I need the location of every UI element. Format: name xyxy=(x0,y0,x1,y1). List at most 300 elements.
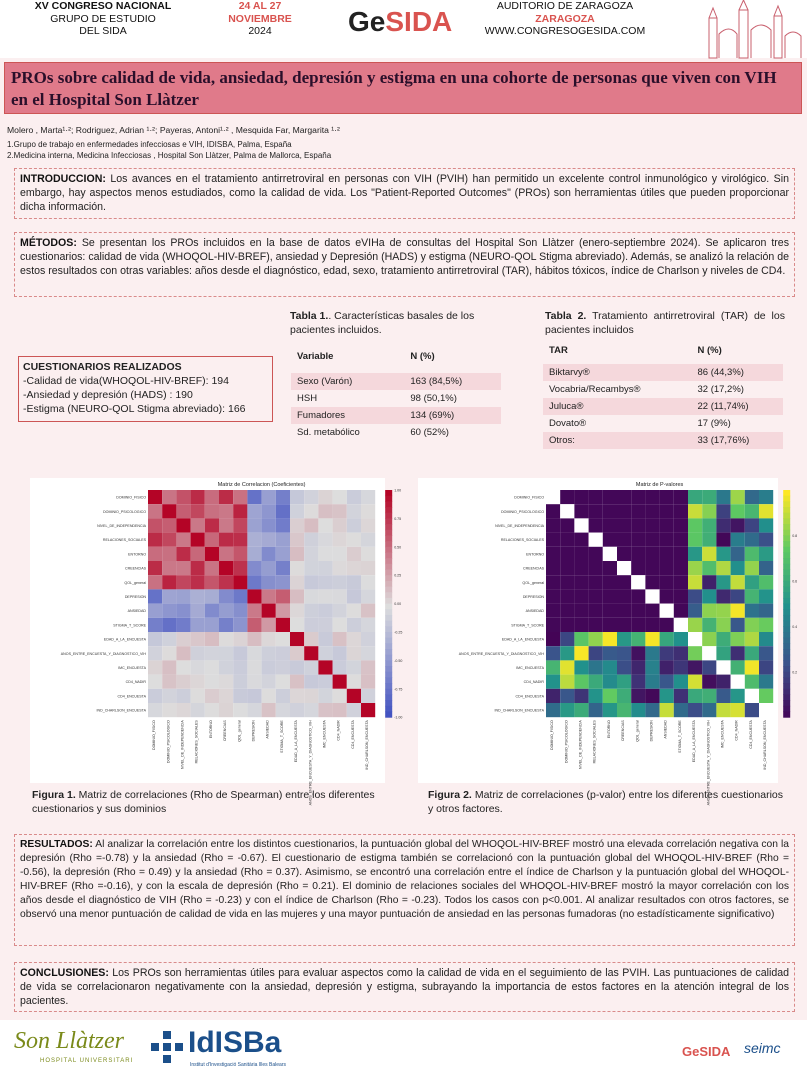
heatmap-cell xyxy=(176,646,190,660)
heatmap-col-label: ANSIEDAD xyxy=(265,720,270,739)
heatmap-col-label: ANOS_ENTRE_ENCUESTA_Y_DIAGNOSTICO_VIH xyxy=(308,720,313,806)
colorbar-segment xyxy=(783,541,790,547)
heatmap-cell xyxy=(560,604,574,618)
heatmap-cell xyxy=(674,504,688,518)
heatmap-cell xyxy=(347,533,361,547)
colorbar-tick-label: -0.75 xyxy=(394,687,403,692)
heatmap-cell xyxy=(262,575,276,589)
table2-caption: Tabla 2. Tratamiento antirretroviral (TAR) de los pacientes incluidos xyxy=(545,310,785,336)
heatmap-cell xyxy=(688,575,702,589)
heatmap-cell xyxy=(247,660,261,674)
heatmap-col-label: IMC_ENCUESTA xyxy=(322,720,327,749)
heatmap-cell xyxy=(318,703,332,717)
heatmap-cell xyxy=(603,490,617,504)
colorbar-segment xyxy=(385,655,392,661)
heatmap-cell xyxy=(560,646,574,660)
heatmap-cell xyxy=(688,689,702,703)
heatmap-cell xyxy=(361,561,375,575)
heatmap-col-label: IMC_ENCUESTA xyxy=(720,720,725,749)
heatmap-cell xyxy=(560,504,574,518)
heatmap-cell xyxy=(716,561,730,575)
heatmap-cell xyxy=(702,618,716,632)
heatmap-cell xyxy=(603,675,617,689)
heatmap-cell xyxy=(560,689,574,703)
heatmap-col-label: DOMINIO_FISICO xyxy=(152,720,157,750)
heatmap-cell xyxy=(688,632,702,646)
heatmap-cell xyxy=(162,518,176,532)
heatmap-cell xyxy=(759,504,773,518)
heatmap-cell xyxy=(617,604,631,618)
heatmap-cell xyxy=(574,689,588,703)
heatmap-cell xyxy=(219,703,233,717)
heatmap-cell xyxy=(560,589,574,603)
heatmap-cell xyxy=(219,632,233,646)
heatmap-cell xyxy=(176,504,190,518)
heatmap-cell xyxy=(674,703,688,717)
heatmap-cell xyxy=(219,646,233,660)
heatmap-cell xyxy=(176,660,190,674)
heatmap-cell xyxy=(660,561,674,575)
heatmap-cell xyxy=(347,675,361,689)
heatmap-cell xyxy=(574,533,588,547)
heatmap-cell xyxy=(631,575,645,589)
congress-dates: 24 AL 27 NOVIEMBRE 2024 xyxy=(228,0,292,37)
heatmap-cell xyxy=(148,675,162,689)
heatmap-cell xyxy=(304,703,318,717)
heatmap-cell xyxy=(589,660,603,674)
heatmap-cell xyxy=(318,547,332,561)
heatmap-cell xyxy=(219,618,233,632)
heatmap-cell xyxy=(290,703,304,717)
heatmap-cell xyxy=(290,561,304,575)
heatmap-cell xyxy=(148,518,162,532)
heatmap-row-label: ANOS_ENTRE_ENCUESTA_Y_DIAGNOSTICO_VIH xyxy=(458,651,544,656)
heatmap-cell xyxy=(560,547,574,561)
colorbar-segment xyxy=(783,587,790,593)
heatmap-cell xyxy=(205,646,219,660)
colorbar-segment xyxy=(385,490,392,496)
heatmap-cell xyxy=(247,675,261,689)
heatmap-cell xyxy=(546,547,560,561)
heatmap-cell xyxy=(318,490,332,504)
heatmap-cell xyxy=(148,504,162,518)
heatmap-row-label: ENTORNO xyxy=(526,552,544,557)
heatmap-cell xyxy=(589,504,603,518)
colorbar-segment xyxy=(783,672,790,678)
heatmap-cell xyxy=(219,604,233,618)
heatmap-cell xyxy=(205,618,219,632)
heatmap-cell xyxy=(546,575,560,589)
heatmap-cell xyxy=(304,618,318,632)
heatmap-cell xyxy=(589,589,603,603)
heatmap-row-label: CREENCIAS xyxy=(523,566,544,571)
heatmap-cell xyxy=(745,547,759,561)
heatmap-cell xyxy=(660,547,674,561)
heatmap-cell xyxy=(347,518,361,532)
colorbar-segment xyxy=(385,513,392,519)
heatmap-cell xyxy=(702,675,716,689)
heatmap-cell xyxy=(660,689,674,703)
heatmap-cell xyxy=(304,504,318,518)
heatmap-cell xyxy=(247,618,261,632)
colorbar-segment xyxy=(385,672,392,678)
heatmap-cell xyxy=(645,589,659,603)
heatmap-cell xyxy=(247,646,261,660)
colorbar-segment xyxy=(783,496,790,502)
heatmap-cell xyxy=(759,646,773,660)
heatmap-cell xyxy=(702,660,716,674)
heatmap-cell xyxy=(589,533,603,547)
heatmap-cell xyxy=(759,575,773,589)
heatmap-cell xyxy=(617,675,631,689)
heatmap-cell xyxy=(702,646,716,660)
heatmap-cell xyxy=(688,547,702,561)
heatmap-cell xyxy=(631,504,645,518)
heatmap-cell xyxy=(361,575,375,589)
heatmap-cell xyxy=(233,618,247,632)
heatmap-cell xyxy=(304,561,318,575)
heatmap-cell xyxy=(318,589,332,603)
son-llatzer-subtitle: HOSPITAL UNIVERSITARI xyxy=(40,1058,134,1064)
heatmap-cell xyxy=(716,533,730,547)
heatmap-cell xyxy=(205,547,219,561)
heatmap-cell xyxy=(205,689,219,703)
heatmap-cell xyxy=(219,504,233,518)
heatmap-col-label: CD4_ENCUESTA xyxy=(748,720,753,749)
heatmap-cell xyxy=(262,618,276,632)
heatmap-cell xyxy=(617,660,631,674)
heatmap-cell xyxy=(318,604,332,618)
heatmap-cell xyxy=(546,646,560,660)
heatmap-cell xyxy=(247,533,261,547)
heatmap-cell xyxy=(162,618,176,632)
heatmap-row-label: QOL_general xyxy=(124,580,146,585)
heatmap-cell xyxy=(688,675,702,689)
heatmap-row-label: STIGMA_T_SCORE xyxy=(511,623,544,628)
heatmap-cell xyxy=(759,618,773,632)
heatmap-cell xyxy=(702,518,716,532)
heatmap-cell xyxy=(631,660,645,674)
heatmap-cell xyxy=(731,561,745,575)
methods-section: MÉTODOS: Se presentan los PROs incluidos en la base de datos eVIHa de consultas del Hospital Son Llàtzer (enero-septiembre 2024). Se aplicaron tres cuestionarios: calidad de vida (WHOQOL-HIV-BREF), ansiedad y Depresión (HADS) y estigma (NEURO-QOL Stigma abreviado). Además, se analizó la relación de estos resultados con otras variables: años desde el diagnóstico, edad, sexo, tratamiento antirretroviral (TAR), hábitos tóxicos, índice de Charlson y niveles de CD4. xyxy=(14,232,795,297)
heatmap-cell xyxy=(674,589,688,603)
heatmap-cell xyxy=(674,561,688,575)
heatmap-cell xyxy=(347,589,361,603)
heatmap-cell xyxy=(176,675,190,689)
heatmap-cell xyxy=(759,675,773,689)
heatmap-cell xyxy=(560,632,574,646)
heatmap-cell xyxy=(546,604,560,618)
heatmap-cell xyxy=(148,660,162,674)
heatmap-cell xyxy=(333,490,347,504)
heatmap-cell xyxy=(574,561,588,575)
heatmap-cell xyxy=(233,575,247,589)
heatmap-cell xyxy=(290,518,304,532)
heatmap-row-label: STIGMA_T_SCORE xyxy=(113,623,146,628)
heatmap-cell xyxy=(205,561,219,575)
heatmap-cell xyxy=(660,618,674,632)
heatmap-cell xyxy=(361,589,375,603)
colorbar-segment xyxy=(385,541,392,547)
heatmap-cell xyxy=(560,575,574,589)
heatmap-cell xyxy=(688,646,702,660)
colorbar-segment xyxy=(783,490,790,496)
heatmap-cell xyxy=(759,561,773,575)
heatmap-cell xyxy=(759,703,773,717)
heatmap-cell xyxy=(716,547,730,561)
heatmap-cell xyxy=(276,660,290,674)
heatmap-cell xyxy=(645,632,659,646)
heatmap-cell xyxy=(176,589,190,603)
heatmap-row-label: DOMINIO_PSICOLOGICO xyxy=(501,509,544,514)
colorbar-segment xyxy=(385,575,392,581)
heatmap-cell xyxy=(560,561,574,575)
heatmap-cell xyxy=(574,518,588,532)
colorbar-segment xyxy=(385,694,392,700)
heatmap-cell xyxy=(276,547,290,561)
heatmap-cell xyxy=(262,675,276,689)
heatmap-cell xyxy=(688,561,702,575)
heatmap-cell xyxy=(716,618,730,632)
heatmap-cell xyxy=(631,547,645,561)
heatmap-cell xyxy=(333,703,347,717)
heatmap-cell xyxy=(318,518,332,532)
heatmap-cell xyxy=(617,575,631,589)
heatmap-cell xyxy=(162,703,176,717)
heatmap-col-label: IND_CHARLSON_ENCUESTA xyxy=(365,720,370,770)
heatmap-cell xyxy=(205,632,219,646)
heatmap-cell xyxy=(191,660,205,674)
heatmap-cell xyxy=(546,533,560,547)
heatmap-cell xyxy=(574,703,588,717)
heatmap-cell xyxy=(276,675,290,689)
heatmap-cell xyxy=(617,490,631,504)
colorbar-segment xyxy=(783,655,790,661)
heatmap-cell xyxy=(716,689,730,703)
heatmap-cell xyxy=(333,561,347,575)
affiliation-2: 2.Medicina interna, Medicina Infecciosas , Hospital Son Llàtzer, Palma de Mallorca, España xyxy=(7,151,332,160)
heatmap-cell xyxy=(631,533,645,547)
colorbar-segment xyxy=(385,507,392,513)
heatmap-cell xyxy=(617,518,631,532)
heatmap-row-label: CD4_NADIR xyxy=(523,680,544,685)
colorbar-segment xyxy=(783,712,790,718)
heatmap-cell xyxy=(603,646,617,660)
colorbar-segment xyxy=(385,530,392,536)
colorbar-segment xyxy=(783,564,790,570)
heatmap-cell xyxy=(191,504,205,518)
gesida-logo: GeSIDA xyxy=(348,6,453,37)
poster-title-band xyxy=(4,62,802,114)
heatmap-cell xyxy=(546,518,560,532)
heatmap-cell xyxy=(688,490,702,504)
heatmap-cell xyxy=(674,689,688,703)
heatmap-cell xyxy=(702,561,716,575)
heatmap-cell xyxy=(205,589,219,603)
heatmap-cell xyxy=(589,646,603,660)
colorbar-tick-label: 0.6 xyxy=(792,579,798,584)
heatmap-cell xyxy=(304,533,318,547)
heatmap-cell xyxy=(617,632,631,646)
heatmap-cell xyxy=(674,547,688,561)
colorbar-segment xyxy=(385,558,392,564)
heatmap-cell xyxy=(688,604,702,618)
heatmap-cell xyxy=(361,689,375,703)
heatmap-cell xyxy=(176,604,190,618)
heatmap-cell xyxy=(688,504,702,518)
heatmap-cell xyxy=(702,604,716,618)
heatmap-cell xyxy=(318,689,332,703)
heatmap-cell xyxy=(191,646,205,660)
heatmap-cell xyxy=(333,618,347,632)
colorbar-segment xyxy=(783,649,790,655)
heatmap-row-label: RELACIONES_SOCIALES xyxy=(500,538,544,543)
colorbar-segment xyxy=(783,570,790,576)
colorbar-segment xyxy=(385,621,392,627)
heatmap-cell xyxy=(191,689,205,703)
heatmap-cell xyxy=(645,518,659,532)
heatmap-cell xyxy=(347,490,361,504)
heatmap-cell xyxy=(589,675,603,689)
heatmap-cell xyxy=(162,575,176,589)
heatmap-cell xyxy=(617,689,631,703)
heatmap-cell xyxy=(262,547,276,561)
heatmap-cell xyxy=(702,689,716,703)
heatmap-cell xyxy=(276,689,290,703)
heatmap-cell xyxy=(276,646,290,660)
heatmap-cell xyxy=(219,660,233,674)
heatmap-cell xyxy=(660,675,674,689)
heatmap-cell xyxy=(233,504,247,518)
heatmap-cell xyxy=(361,604,375,618)
heatmap-cell xyxy=(688,518,702,532)
heatmap-cell xyxy=(759,518,773,532)
heatmap-col-label: DOMINIO_PSICOLOGICO xyxy=(564,720,569,764)
congress-venue: AUDITORIO DE ZARAGOZA ZARAGOZA WWW.CONGRESOGESIDA.COM xyxy=(484,0,646,37)
heatmap-cell xyxy=(247,518,261,532)
heatmap-cell xyxy=(645,703,659,717)
heatmap-cell xyxy=(219,533,233,547)
heatmap-cell xyxy=(745,646,759,660)
heatmap-cell xyxy=(589,561,603,575)
heatmap-cell xyxy=(276,703,290,717)
heatmap-cell xyxy=(205,675,219,689)
heatmap-cell xyxy=(333,504,347,518)
heatmap-row-label: NIVEL_DE_INDEPENDENCIA xyxy=(97,524,146,528)
heatmap-cell xyxy=(617,703,631,717)
heatmap-cell xyxy=(247,632,261,646)
heatmap-cell xyxy=(318,660,332,674)
heatmap-cell xyxy=(318,561,332,575)
heatmap-cell xyxy=(262,533,276,547)
heatmap-cell xyxy=(318,533,332,547)
heatmap-cell xyxy=(191,533,205,547)
heatmap-row-label: RELACIONES_SOCIALES xyxy=(102,538,146,543)
heatmap-cell xyxy=(702,589,716,603)
heatmap-cell xyxy=(162,533,176,547)
heatmap-row-label: QOL_general xyxy=(522,580,544,585)
heatmap-cell xyxy=(674,618,688,632)
heatmap-cell xyxy=(745,561,759,575)
colorbar-segment xyxy=(385,660,392,666)
colorbar-segment xyxy=(385,638,392,644)
heatmap-cell xyxy=(219,518,233,532)
heatmap-cell xyxy=(574,575,588,589)
colorbar-tick-label: -0.25 xyxy=(394,630,403,635)
heatmap-cell xyxy=(589,575,603,589)
colorbar-segment xyxy=(385,609,392,615)
results-section: RESULTADOS: Al analizar la correlación entre los distintos cuestionarios, la puntuación global del WHOQOL-HIV-BREF mostró una elevada correlación negativa con la depresión (Rho =-0.78) y la ansiedad (Rho = -0.67). El cuestionario de estigma también se correlacionó con la puntuación global del WHOQOL-HIV-BREF (Rho = -0.56), la depresión (Rho = 0.49) y la ansiedad (Rho = 0.37). Asimismo, se encontró una correlación entre el índice de Charlson y la puntuación global del WHOQOL-HIV-BREF (Rho =-0.16), y con la escala de depresión (Rho = 0.21). El dominio de relaciones sociales del WHOQOL-HIV-BREF mostró la mayor correlación con los años desde el diagnóstico de VIH (Rho = -0.23) y con el índice de Charlson (Rho = -0.23). Todos los casos con p<0.001. Al analizar resultados con otros factores, se observó una menor puntuación de calidad de vida en las mujeres y una mayor puntuación de ansiedad en las personas fumadoras (no estadísticamente significativo) xyxy=(14,834,795,946)
heatmap-cell xyxy=(247,575,261,589)
heatmap-cell xyxy=(148,618,162,632)
heatmap-cell xyxy=(645,675,659,689)
heatmap-cell xyxy=(361,533,375,547)
colorbar-segment xyxy=(783,524,790,530)
heatmap-cell xyxy=(617,561,631,575)
heatmap-cell xyxy=(731,575,745,589)
heatmap-cell xyxy=(574,589,588,603)
colorbar-segment xyxy=(783,507,790,513)
heatmap-cell xyxy=(589,547,603,561)
colorbar-segment xyxy=(385,535,392,541)
idisba-subtitle: Institut d'Investigació Sanitària Illes Balears xyxy=(190,1062,287,1068)
heatmap-cell xyxy=(176,632,190,646)
colorbar-segment xyxy=(783,604,790,610)
heatmap-cell xyxy=(276,533,290,547)
heatmap-col-label: QOL_general xyxy=(237,720,242,742)
heatmap-cell xyxy=(191,490,205,504)
heatmap-cell xyxy=(617,547,631,561)
gesida-footer-logo: GeSIDA xyxy=(682,1044,731,1059)
heatmap-col-label: DEPRESION xyxy=(251,720,256,742)
heatmap-cell xyxy=(745,660,759,674)
colorbar-segment xyxy=(385,683,392,689)
heatmap-cell xyxy=(759,547,773,561)
heatmap-cell xyxy=(645,604,659,618)
heatmap-cell xyxy=(247,504,261,518)
colorbar-tick-label: -0.50 xyxy=(394,658,403,663)
heatmap-row-label: CD4_NADIR xyxy=(125,680,146,685)
heatmap-cell xyxy=(262,689,276,703)
heatmap-cell xyxy=(290,689,304,703)
heatmap-cell xyxy=(162,632,176,646)
heatmap-cell xyxy=(361,504,375,518)
colorbar-segment xyxy=(385,524,392,530)
heatmap-cell xyxy=(361,646,375,660)
colorbar-segment xyxy=(385,587,392,593)
heatmap-cell xyxy=(233,518,247,532)
heatmap-cell xyxy=(660,646,674,660)
colorbar-tick-label: 0.75 xyxy=(394,516,402,521)
heatmap-cell xyxy=(660,518,674,532)
heatmap-cell xyxy=(731,518,745,532)
colorbar-segment xyxy=(385,552,392,558)
heatmap-col-label: EDAD_A_LA_ENCUESTA xyxy=(692,720,697,763)
colorbar-segment xyxy=(783,535,790,541)
heatmap-cell xyxy=(702,632,716,646)
heatmap-cell xyxy=(674,675,688,689)
heatmap-cell xyxy=(759,490,773,504)
table-row: Vocabria/Recambys® 32 (17,2%) xyxy=(549,384,744,395)
heatmap-cell xyxy=(716,490,730,504)
heatmap-cell xyxy=(546,490,560,504)
questionnaire-item: -Ansiedad y depresión (HADS) : 190 xyxy=(23,389,193,401)
heatmap-cell xyxy=(603,660,617,674)
heatmap-cell xyxy=(574,646,588,660)
heatmap-cell xyxy=(347,604,361,618)
heatmap-cell xyxy=(290,589,304,603)
heatmap-cell xyxy=(674,646,688,660)
